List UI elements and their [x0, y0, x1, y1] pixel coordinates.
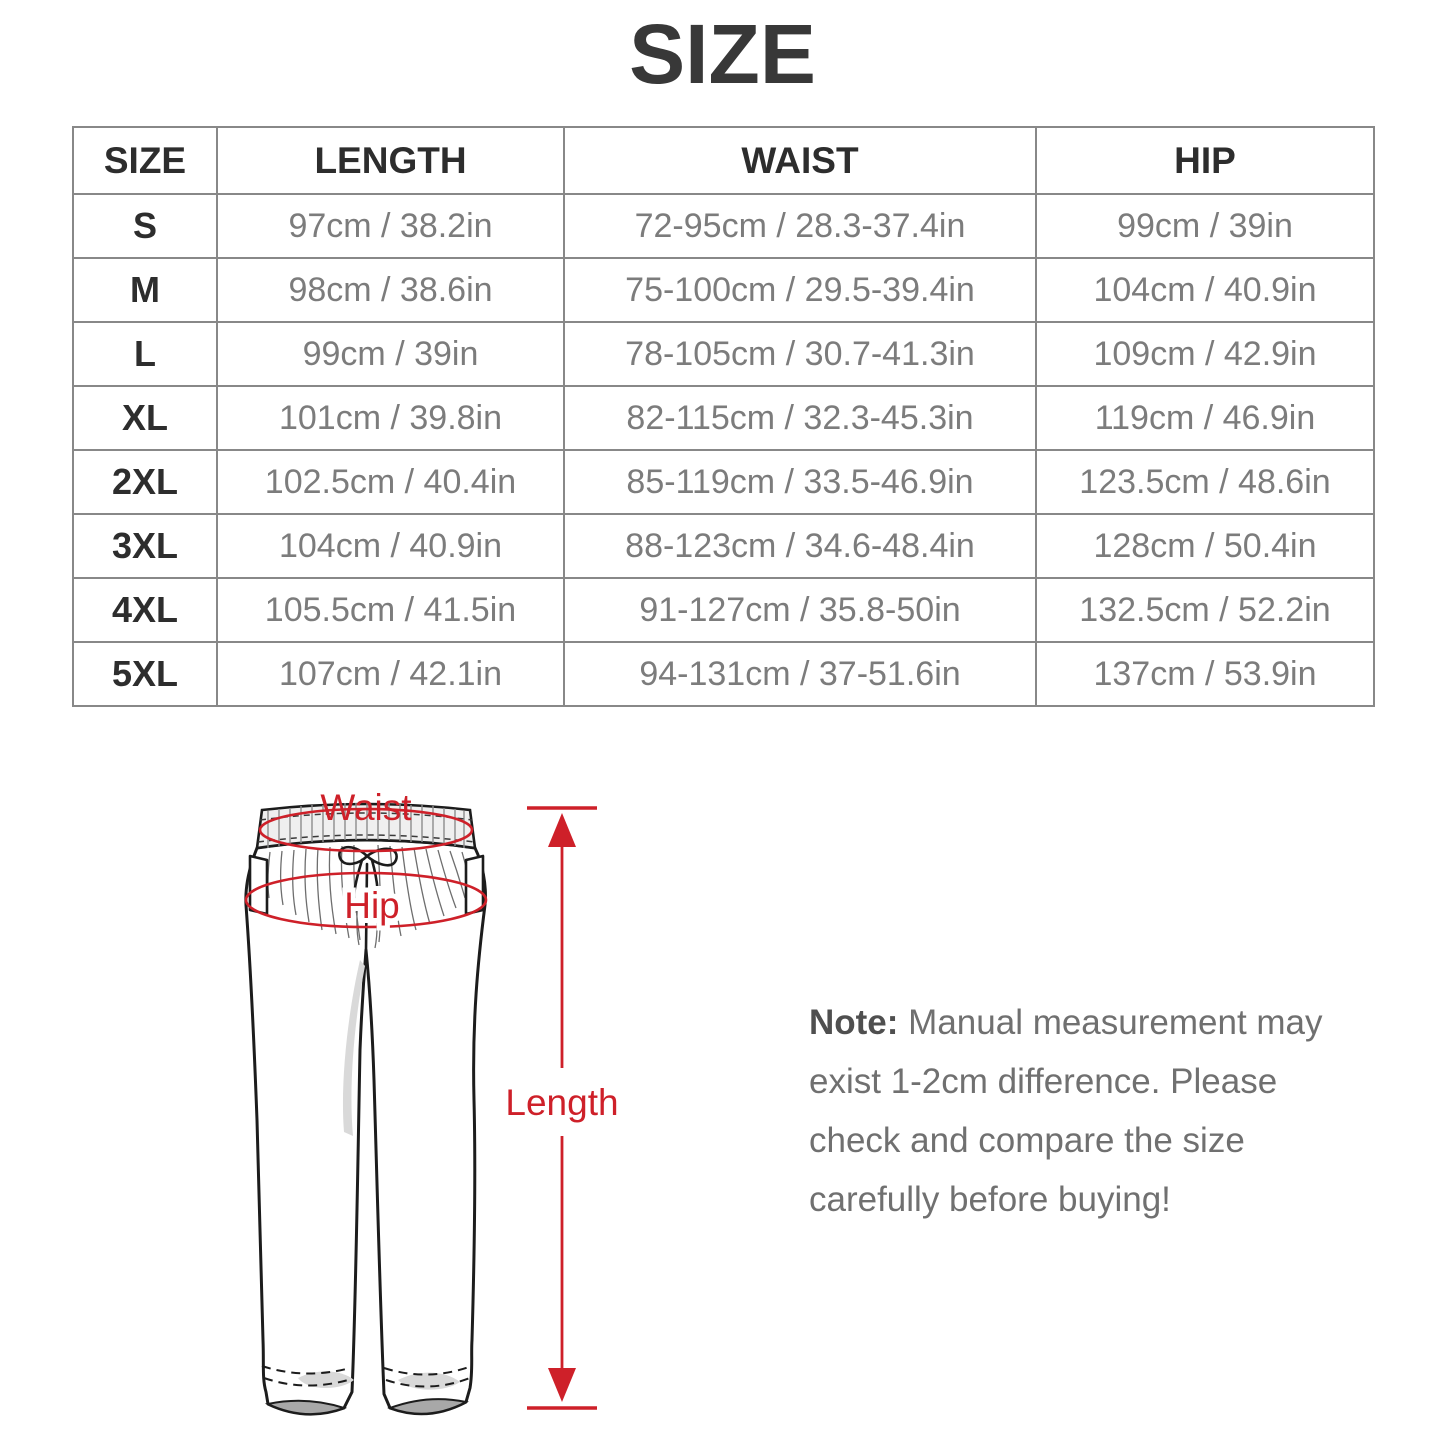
- length-label: Length: [505, 1082, 619, 1123]
- length-cell: 104cm / 40.9in: [217, 514, 564, 578]
- waist-label: Waist: [320, 787, 412, 828]
- length-cell: 97cm / 38.2in: [217, 194, 564, 258]
- size-cell: 5XL: [73, 642, 217, 706]
- length-cell: 102.5cm / 40.4in: [217, 450, 564, 514]
- size-cell: L: [73, 322, 217, 386]
- page-title: SIZE: [629, 7, 816, 101]
- size-cell: XL: [73, 386, 217, 450]
- size-cell: S: [73, 194, 217, 258]
- hip-cell: 109cm / 42.9in: [1036, 322, 1374, 386]
- length-cell: 99cm / 39in: [217, 322, 564, 386]
- hip-label: Hip: [344, 885, 400, 926]
- col-header-waist: WAIST: [564, 127, 1036, 194]
- size-cell: M: [73, 258, 217, 322]
- waist-cell: 72-95cm / 28.3-37.4in: [564, 194, 1036, 258]
- waist-cell: 78-105cm / 30.7-41.3in: [564, 322, 1036, 386]
- hip-cell: 104cm / 40.9in: [1036, 258, 1374, 322]
- length-cell: 105.5cm / 41.5in: [217, 578, 564, 642]
- hip-cell: 128cm / 50.4in: [1036, 514, 1374, 578]
- note-label: Note:: [809, 1003, 899, 1042]
- waist-cell: 85-119cm / 33.5-46.9in: [564, 450, 1036, 514]
- col-header-length: LENGTH: [217, 127, 564, 194]
- size-cell: 2XL: [73, 450, 217, 514]
- note-text: [809, 993, 1375, 1229]
- note-body: Manual measurement may exist 1-2cm difference. Please check and compare the size carefully before buying!: [809, 1003, 1323, 1219]
- hip-cell: 99cm / 39in: [1036, 194, 1374, 258]
- length-cell: 107cm / 42.1in: [217, 642, 564, 706]
- waist-cell: 94-131cm / 37-51.6in: [564, 642, 1036, 706]
- hip-cell: 119cm / 46.9in: [1036, 386, 1374, 450]
- length-cell: 98cm / 38.6in: [217, 258, 564, 322]
- waist-cell: 88-123cm / 34.6-48.4in: [564, 514, 1036, 578]
- waist-cell: 82-115cm / 32.3-45.3in: [564, 386, 1036, 450]
- waist-cell: 75-100cm / 29.5-39.4in: [564, 258, 1036, 322]
- hip-cell: 137cm / 53.9in: [1036, 642, 1374, 706]
- size-cell: 4XL: [73, 578, 217, 642]
- col-header-hip: HIP: [1036, 127, 1374, 194]
- length-cell: 101cm / 39.8in: [217, 386, 564, 450]
- size-cell: 3XL: [73, 514, 217, 578]
- col-header-size: SIZE: [73, 127, 217, 194]
- hip-cell: 123.5cm / 48.6in: [1036, 450, 1374, 514]
- waist-cell: 91-127cm / 35.8-50in: [564, 578, 1036, 642]
- hip-cell: 132.5cm / 52.2in: [1036, 578, 1374, 642]
